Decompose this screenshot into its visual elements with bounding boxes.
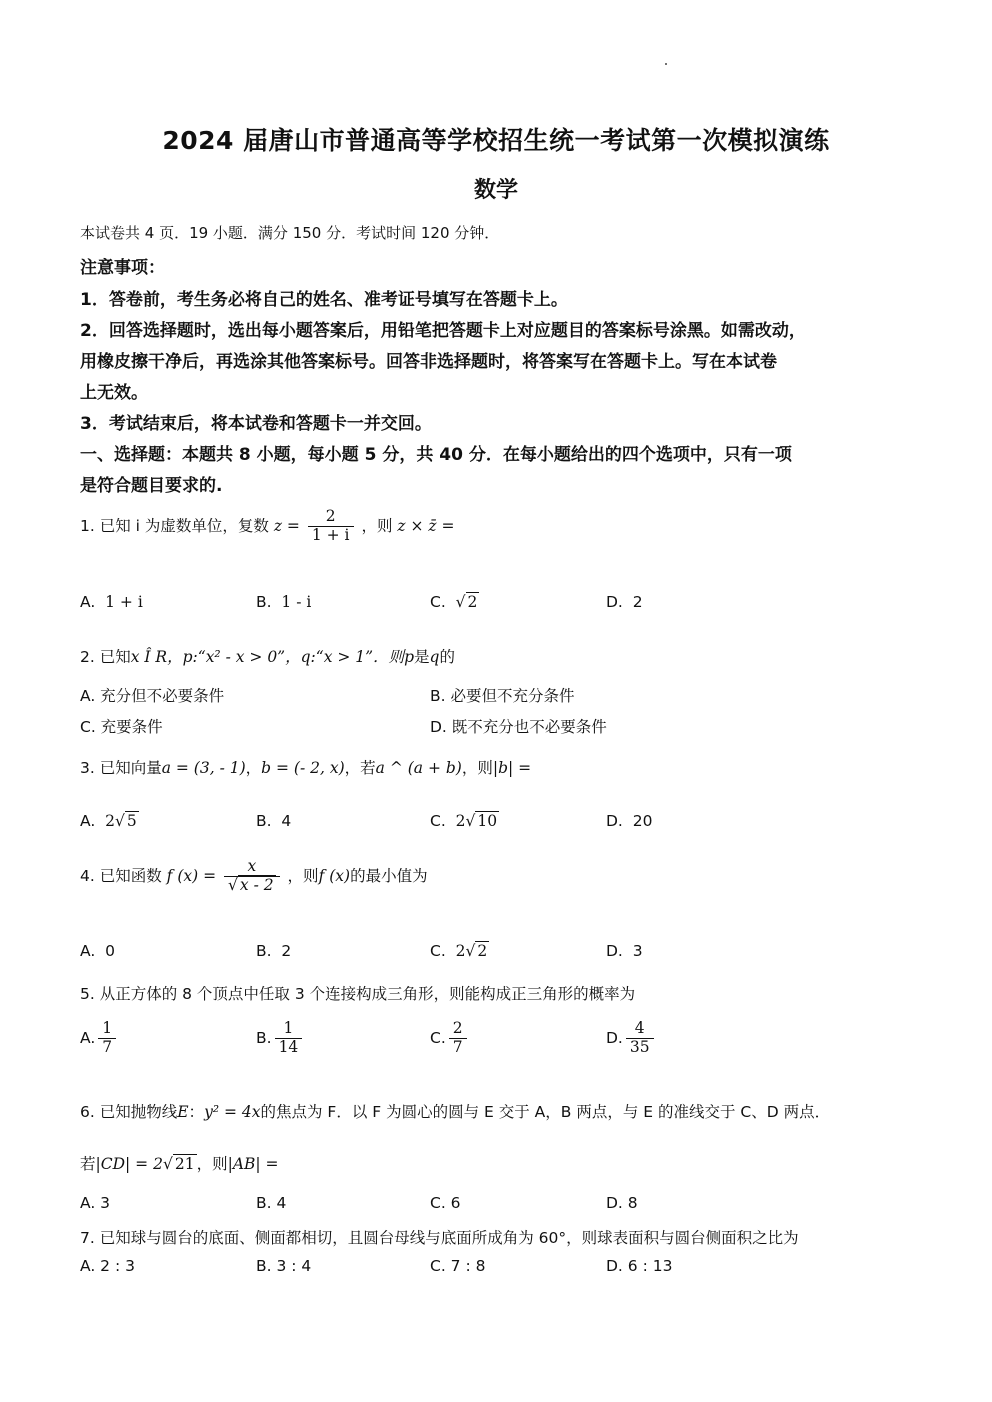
q3-option-c: C. 2√ 10 (430, 812, 498, 830)
q1-var: z (273, 516, 282, 535)
q1-option-c: C. √ 2 (430, 593, 478, 611)
question-6: 6. 已知抛物线E：y² = 4x的焦点为 F．以 F 为圆心的圆与 E 交于 A，B 两点，与 E 的准线交于 C、D 两点． (80, 1103, 831, 1121)
q1-fraction (308, 508, 354, 545)
q1-tail: z × z̄ = (397, 516, 455, 535)
q6-option-a: A. 3 (80, 1194, 111, 1212)
q3-option-a: A. 2√ 5 (80, 812, 137, 830)
section-1-heading-cont: 是符合题目要求的. (80, 476, 223, 496)
q5-option-b: B. $\frac{1}{14}$ (256, 1020, 305, 1057)
notice-heading: 注意事项： (80, 258, 165, 278)
q1-eq: = (282, 516, 305, 535)
q6-option-b: B. 4 (256, 1194, 287, 1212)
q7-option-a: A. 2 : 3 (80, 1257, 135, 1275)
q4-option-a: A. 0 (80, 942, 115, 960)
q5-option-d: D. $\frac{4}{35}$ (606, 1020, 657, 1057)
q3-option-b: B. 4 (256, 812, 292, 830)
notice-item-3: 3．考试结束后，将本试卷和答题卡一并交回。 (80, 414, 432, 434)
notice-item-2-line-1: 2．回答选择题时，选出每小题答案后，用铅笔把答题卡上对应题目的答案标号涂黑。如需改动， (80, 321, 806, 341)
question-4: 4. 已知函数 f (x) = $\frac{x}{√ x - 2}$ ，则f (x)的最小值为 (80, 857, 428, 894)
q2-option-a: A. 充分但不必要条件 (80, 687, 225, 705)
q5-option-a: A. $\frac{1}{7}$ (80, 1020, 119, 1057)
question-6-cont: 若|CD| = 2√ 21 ，则|AB| = (80, 1155, 279, 1173)
q4-fraction: $\frac{x}{√ x - 2}$ (224, 858, 280, 895)
q1-denominator: 1 + i (311, 525, 350, 544)
q1-option-b: B. 1 - i (256, 593, 312, 611)
question-1 (80, 508, 455, 545)
q5-option-c: C. $\frac{2}{7}$ (430, 1020, 470, 1057)
q2-option-d: D. 既不充分也不必要条件 (430, 718, 607, 736)
notice-item-2-line-3: 上无效。 (80, 383, 148, 403)
q1-option-d: D. 2 (606, 593, 643, 611)
q3-option-d: D. 20 (606, 812, 653, 830)
exam-info: 本试卷共 4 页．19 小题．满分 150 分．考试时间 120 分钟． (80, 224, 500, 242)
q7-option-c: C. 7 : 8 (430, 1257, 486, 1275)
q6-option-d: D. 8 (606, 1194, 638, 1212)
q7-option-d: D. 6 : 13 (606, 1257, 673, 1275)
q2-option-b: B. 必要但不充分条件 (430, 687, 575, 705)
scan-speck (665, 63, 667, 65)
q1-suffix: ，则 (361, 516, 393, 535)
notice-item-2-line-2: 用橡皮擦干净后，再选涂其他答案标号。回答非选择题时，将答案写在答题卡上。写在本试卷 (80, 352, 777, 372)
q2-option-c: C. 充要条件 (80, 718, 163, 736)
section-1-heading: 一、选择题：本题共 8 小题，每小题 5 分，共 40 分．在每小题给出的四个选项中，只有一项 (80, 445, 792, 465)
q6-option-c: C. 6 (430, 1194, 461, 1212)
question-3: 3. 已知向量a = (3, - 1)，b = (- 2, x)，若a ^ (a + b)，则|b| = (80, 759, 532, 777)
q7-option-b: B. 3 : 4 (256, 1257, 312, 1275)
question-2: 2. 已知x Î R，p:“x² - x > 0”，q:“x > 1”．则p是q的 (80, 648, 455, 666)
q4-option-d: D. 3 (606, 942, 643, 960)
subject-heading: 数学 (473, 178, 518, 203)
q1-numerator: 2 (308, 508, 354, 527)
notice-item-1: 1．答卷前，考生务必将自己的姓名、准考证号填写在答题卡上。 (80, 290, 568, 310)
q4-option-c: C. 2√ 2 (430, 942, 488, 960)
page-title: 2024 届唐山市普通高等学校招生统一考试第一次模拟演练 (162, 126, 830, 155)
q4-option-b: B. 2 (256, 942, 292, 960)
q1-option-a: A. 1 + i (80, 593, 143, 611)
q1-prefix: 1. 已知 i 为虚数单位，复数 (80, 516, 269, 535)
question-5: 5. 从正方体的 8 个顶点中任取 3 个连接构成三角形，则能构成正三角形的概率为 (80, 985, 636, 1003)
question-7: 7. 已知球与圆台的底面、侧面都相切，且圆台母线与底面所成角为 60°，则球表面积与圆台侧面积之比为 (80, 1229, 799, 1247)
